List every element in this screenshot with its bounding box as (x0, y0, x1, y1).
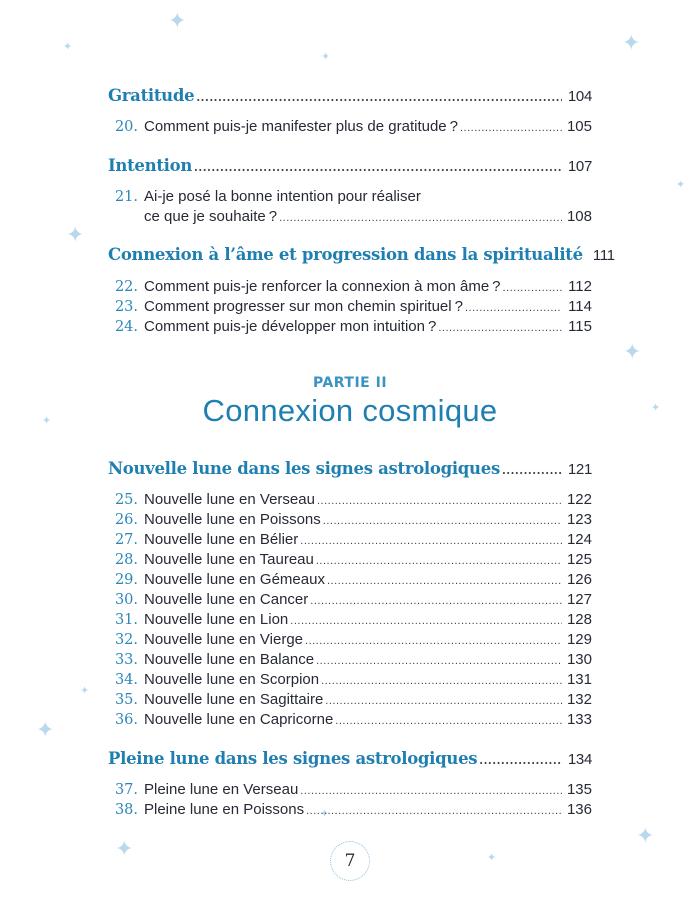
page-ref: 129 (566, 631, 592, 648)
page-ref: 104 (567, 88, 592, 105)
page-ref: 135 (566, 781, 592, 798)
entry-title: Pleine lune en Verseau (144, 781, 299, 798)
dot-leader (290, 615, 562, 627)
dot-leader (503, 282, 562, 294)
sparkle-star-icon: ✦ (321, 51, 331, 63)
entry-title: Nouvelle lune en Sagittaire (144, 691, 324, 708)
toc-entry[interactable] (108, 118, 592, 135)
entry-number: 20. (114, 119, 138, 135)
sparkle-star-icon: ✦ (36, 717, 55, 742)
entry-number: 31. (114, 612, 138, 628)
dot-leader (306, 805, 562, 817)
page-ref: 112 (568, 278, 592, 295)
dot-leader (310, 595, 562, 607)
page-ref: 114 (568, 298, 592, 315)
entry-number: 24. (114, 319, 138, 335)
sparkle-star-icon: ✦ (80, 685, 90, 697)
entry-number: 38. (114, 802, 138, 818)
toc-entry[interactable] (108, 801, 592, 818)
toc-entry[interactable] (108, 691, 592, 708)
page-ref: 115 (568, 318, 592, 335)
entry-title: Nouvelle lune en Cancer (144, 591, 309, 608)
toc-entry[interactable] (108, 318, 592, 335)
toc-entry[interactable] (108, 611, 592, 628)
page-ref: 107 (567, 158, 592, 175)
sparkle-star-icon: ✦ (168, 8, 187, 33)
page-ref: 122 (566, 491, 592, 508)
dot-leader (196, 91, 562, 104)
page-ref: 111 (592, 247, 615, 264)
dot-leader (502, 464, 562, 477)
sparkle-star-icon: ✦ (66, 222, 85, 247)
entry-title: Comment puis-je développer mon intuition ? (144, 318, 437, 335)
entry-number: 28. (114, 552, 138, 568)
entry-title: Comment puis-je manifester plus de gratitude ? (144, 118, 458, 135)
page-ref: 123 (566, 511, 592, 528)
entry-number: 32. (114, 632, 138, 648)
toc-entry[interactable] (108, 591, 592, 608)
dot-leader (305, 635, 562, 647)
toc-entry[interactable] (108, 711, 592, 728)
page-ref: 105 (566, 118, 592, 135)
dot-leader (325, 695, 562, 707)
toc-section-heading[interactable] (108, 459, 592, 478)
section-title: Nouvelle lune dans les signes astrologiques (108, 459, 500, 478)
dot-leader (316, 555, 562, 567)
dot-leader (321, 675, 562, 687)
toc-entry[interactable] (108, 571, 592, 588)
entry-title: Nouvelle lune en Bélier (144, 531, 299, 548)
entry-number: 25. (114, 492, 138, 508)
dot-leader (316, 655, 562, 667)
page-ref: 121 (567, 461, 592, 478)
page-ref: 124 (566, 531, 592, 548)
dot-leader (323, 515, 562, 527)
page-ref: 132 (566, 691, 592, 708)
sparkle-star-icon: ✦ (320, 808, 330, 820)
sparkle-star-icon: ✦ (63, 41, 73, 53)
entry-title: Comment progresser sur mon chemin spirituel ? (144, 298, 463, 315)
sparkle-star-icon: ✦ (487, 852, 497, 864)
entry-title: Pleine lune en Poissons (144, 801, 305, 818)
toc-entry[interactable] (108, 298, 592, 315)
part-label: PARTIE II (312, 375, 388, 391)
entry-number: 37. (114, 782, 138, 798)
section-title: Pleine lune dans les signes astrologiques (108, 749, 478, 768)
toc-entry[interactable] (108, 631, 592, 648)
dot-leader (479, 754, 562, 767)
entry-number: 35. (114, 692, 138, 708)
dot-leader (317, 495, 562, 507)
dot-leader (300, 785, 562, 797)
dot-leader (465, 302, 562, 314)
sparkle-star-icon: ✦ (623, 339, 642, 364)
dot-leader (460, 122, 562, 134)
toc-entry[interactable] (108, 671, 592, 688)
page-ref: 128 (566, 611, 592, 628)
section-title: Intention (108, 156, 193, 175)
toc-section-heading[interactable] (108, 749, 592, 768)
page-ref: 126 (566, 571, 592, 588)
toc-section-heading[interactable] (108, 86, 592, 105)
page-ref: 125 (566, 551, 592, 568)
entry-number: 21. (114, 189, 138, 205)
entry-number: 23. (114, 299, 138, 315)
entry-number: 26. (114, 512, 138, 528)
dot-leader (279, 212, 562, 224)
dot-leader (327, 575, 562, 587)
sparkle-star-icon: ✦ (676, 179, 686, 191)
toc-section-heading[interactable] (108, 156, 592, 175)
toc-entry[interactable] (108, 511, 592, 528)
dot-leader (300, 535, 562, 547)
entry-number: 27. (114, 532, 138, 548)
toc-section-heading[interactable] (108, 245, 615, 264)
sparkle-star-icon: ✦ (115, 836, 134, 861)
page-ref: 127 (566, 591, 592, 608)
toc-entry[interactable] (108, 651, 592, 668)
sparkle-star-icon: ✦ (651, 402, 661, 414)
part-title: Connexion cosmique (202, 393, 498, 428)
toc-entry-continuation[interactable] (108, 208, 592, 225)
entry-title: Nouvelle lune en Poissons (144, 511, 321, 528)
page-number: 7 (330, 841, 370, 881)
sparkle-star-icon: ✦ (622, 30, 641, 55)
toc-entry[interactable] (108, 188, 592, 205)
page-ref: 130 (566, 651, 592, 668)
toc-entry[interactable] (108, 781, 592, 798)
dot-leader (438, 322, 562, 334)
page-ref: 131 (566, 671, 592, 688)
entry-title: Nouvelle lune en Balance (144, 651, 315, 668)
entry-title: Nouvelle lune en Taureau (144, 551, 314, 568)
entry-title: Comment puis-je renforcer la connexion à mon âme ? (144, 278, 501, 295)
page-ref: 133 (566, 711, 592, 728)
entry-number: 29. (114, 572, 138, 588)
page-ref: 108 (566, 208, 592, 225)
page-ref: 134 (567, 751, 592, 768)
page-ref: 136 (566, 801, 592, 818)
toc-entry[interactable] (108, 531, 592, 548)
entry-title: Nouvelle lune en Capricorne (144, 711, 334, 728)
dot-leader (335, 715, 562, 727)
entry-title: Nouvelle lune en Verseau (144, 491, 315, 508)
toc-entry[interactable] (108, 551, 592, 568)
toc-entry[interactable] (108, 278, 592, 295)
entry-title: Nouvelle lune en Lion (144, 611, 289, 628)
sparkle-star-icon: ✦ (42, 415, 52, 427)
entry-title: Ai-je posé la bonne intention pour réaliser (144, 188, 421, 205)
sparkle-star-icon: ✦ (636, 823, 655, 848)
entry-number: 34. (114, 672, 138, 688)
toc-entry[interactable] (108, 491, 592, 508)
section-title: Gratitude (108, 86, 195, 105)
entry-title: Nouvelle lune en Vierge (144, 631, 304, 648)
entry-number: 22. (114, 279, 138, 295)
entry-number: 30. (114, 592, 138, 608)
dot-leader (194, 161, 562, 174)
entry-number: 36. (114, 712, 138, 728)
section-title: Connexion à l’âme et progression dans la spiritualité (108, 245, 583, 264)
entry-title: ce que je souhaite ? (144, 208, 278, 225)
entry-number: 33. (114, 652, 138, 668)
entry-title: Nouvelle lune en Scorpion (144, 671, 320, 688)
entry-title: Nouvelle lune en Gémeaux (144, 571, 325, 588)
